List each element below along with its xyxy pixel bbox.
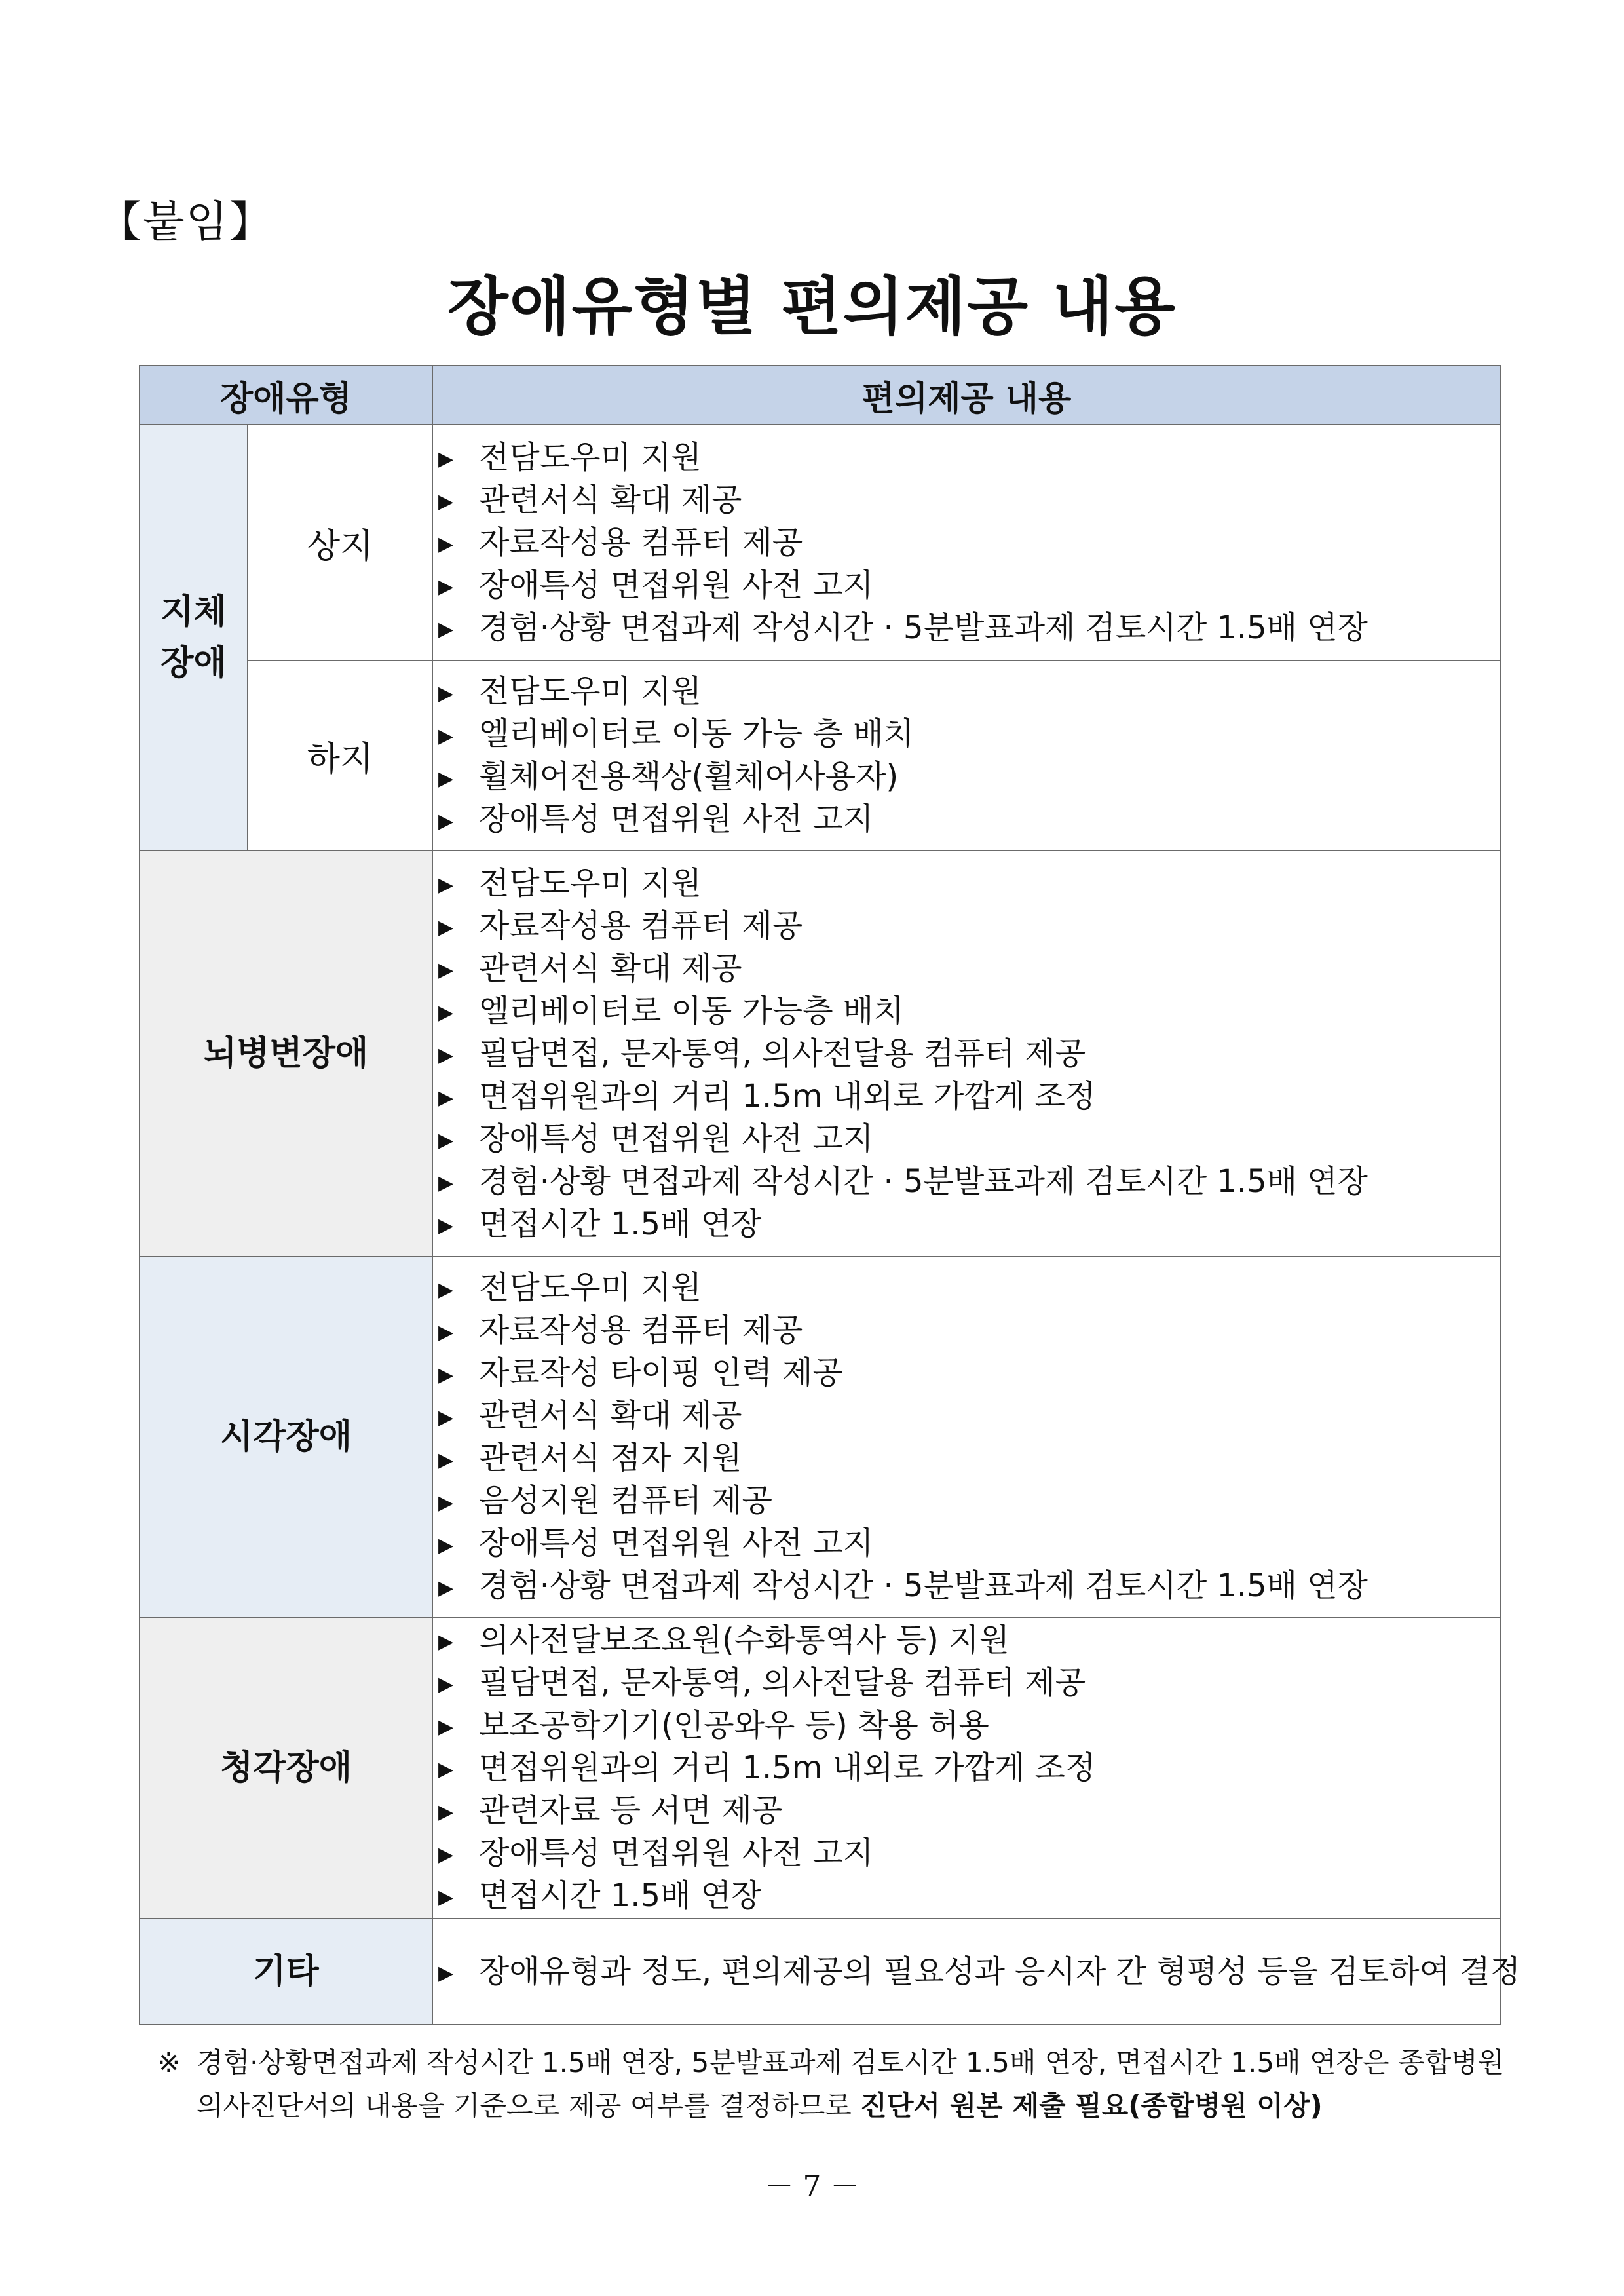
item-text: 장애특성 면접위원 사전 고지 xyxy=(479,1120,874,1157)
item-list xyxy=(433,862,1500,1246)
bullet-arrow-icon: ▶ xyxy=(438,1129,454,1152)
category-cell: 청각장애 xyxy=(140,1617,432,1919)
bullet-arrow-icon: ▶ xyxy=(438,1001,454,1024)
bullet-arrow-icon: ▶ xyxy=(438,1533,454,1557)
item-list xyxy=(433,1951,1520,1993)
list-item xyxy=(433,1352,1500,1394)
note-text-2: 의사진단서의 내용을 기준으로 제공 여부를 결정하므로 xyxy=(197,2090,861,2122)
item-list xyxy=(433,670,1500,841)
accommodation-table xyxy=(139,365,1520,2025)
table-row xyxy=(140,1617,1501,1919)
item-text: 장애특성 면접위원 사전 고지 xyxy=(479,801,874,837)
item-text: 장애유형과 정도, 편의제공의 필요성과 응시자 간 형평성 등을 검토하여 결정 xyxy=(479,1953,1520,1990)
note-text-1: 경험·상황면접과제 작성시간 1.5배 연장, 5분발표과제 검토시간 1.5배 연장, 면접시간 1.5배 연장은 종합병원 xyxy=(197,2046,1505,2078)
bullet-arrow-icon: ▶ xyxy=(438,1214,454,1237)
bullet-arrow-icon: ▶ xyxy=(438,959,454,982)
list-item xyxy=(433,1704,1500,1747)
item-text: 자료작성용 컴퓨터 제공 xyxy=(479,524,803,561)
bullet-arrow-icon: ▶ xyxy=(438,1758,454,1781)
bullet-arrow-icon: ▶ xyxy=(438,809,454,833)
item-text: 장애특성 면접위원 사전 고지 xyxy=(479,1834,874,1871)
item-list xyxy=(433,1619,1500,1917)
item-text: 음성지원 컴퓨터 제공 xyxy=(479,1482,772,1519)
bullet-arrow-icon: ▶ xyxy=(438,1801,454,1824)
list-item xyxy=(433,1203,1500,1246)
bullet-arrow-icon: ▶ xyxy=(438,1406,454,1429)
list-item xyxy=(433,436,1500,479)
list-item xyxy=(433,1565,1500,1607)
list-item xyxy=(433,522,1500,564)
item-text: 장애특성 면접위원 사전 고지 xyxy=(479,1525,874,1561)
list-item xyxy=(433,905,1500,947)
table-header-row xyxy=(140,366,1501,425)
bullet-arrow-icon: ▶ xyxy=(438,1448,454,1472)
items-cell xyxy=(432,851,1501,1257)
attachment-label: 【붙임】 xyxy=(98,197,274,247)
category-cell: 뇌병변장애 xyxy=(140,851,432,1257)
list-item xyxy=(433,947,1500,990)
bullet-arrow-icon: ▶ xyxy=(438,1044,454,1067)
bullet-arrow-icon: ▶ xyxy=(438,1673,454,1696)
bullet-arrow-icon: ▶ xyxy=(438,1172,454,1195)
items-cell xyxy=(432,660,1501,851)
item-text: 관련서식 확대 제공 xyxy=(479,1397,742,1434)
bullet-arrow-icon: ▶ xyxy=(438,1278,454,1301)
list-item xyxy=(433,798,1500,841)
bullet-arrow-icon: ▶ xyxy=(438,767,454,790)
item-text: 면접위원과의 거리 1.5m 내외로 가깝게 조정 xyxy=(479,1749,1096,1786)
list-item xyxy=(433,1437,1500,1480)
list-item xyxy=(433,1480,1500,1522)
item-text: 엘리베이터로 이동 가능 층 배치 xyxy=(479,716,914,752)
bullet-arrow-icon: ▶ xyxy=(438,533,454,556)
item-text: 관련자료 등 서면 제공 xyxy=(479,1791,783,1829)
list-item xyxy=(433,713,1500,756)
bullet-arrow-icon: ▶ xyxy=(438,1363,454,1387)
bullet-arrow-icon: ▶ xyxy=(438,916,454,939)
list-item xyxy=(433,1662,1500,1704)
list-item xyxy=(433,756,1500,798)
footnote-line-2 xyxy=(157,2084,1504,2128)
bullet-arrow-icon: ▶ xyxy=(438,873,454,896)
item-text: 관련서식 확대 제공 xyxy=(479,949,742,987)
bullet-arrow-icon: ▶ xyxy=(438,1630,454,1653)
table-row xyxy=(140,851,1501,1257)
item-text: 자료작성 타이핑 인력 제공 xyxy=(479,1354,843,1391)
list-item xyxy=(433,479,1500,522)
bullet-arrow-icon: ▶ xyxy=(438,724,454,748)
category-cell: 지체 장애 xyxy=(140,425,248,851)
item-text: 엘리베이터로 이동 가능층 배치 xyxy=(479,992,904,1029)
item-text: 자료작성용 컴퓨터 제공 xyxy=(479,907,803,944)
item-text: 필담면접, 문자통역, 의사전달용 컴퓨터 제공 xyxy=(479,1664,1086,1701)
items-cell xyxy=(432,1257,1501,1617)
note-emphasis: 진단서 원본 제출 필요(종합병원 이상) xyxy=(860,2090,1323,2122)
item-text: 경험·상황 면접과제 작성시간 · 5분발표과제 검토시간 1.5배 연장 xyxy=(479,609,1369,646)
item-text: 경험·상황 면접과제 작성시간 · 5분발표과제 검토시간 1.5배 연장 xyxy=(479,1162,1369,1200)
bullet-arrow-icon: ▶ xyxy=(438,1715,454,1738)
bullet-arrow-icon: ▶ xyxy=(438,575,454,598)
list-item xyxy=(433,670,1500,713)
list-item xyxy=(433,1394,1500,1437)
header-disability-type: 장애유형 xyxy=(140,366,432,425)
item-text: 전담도우미 지원 xyxy=(479,673,702,710)
document-title: 장애유형별 편의제공 내용 xyxy=(447,270,1177,343)
item-text: 관련서식 확대 제공 xyxy=(479,481,742,518)
item-text: 전담도우미 지원 xyxy=(479,1269,702,1306)
list-item xyxy=(433,1118,1500,1160)
items-cell xyxy=(432,1617,1501,1919)
note-mark: ※ xyxy=(157,2046,181,2078)
list-item xyxy=(433,1951,1520,1993)
footnote xyxy=(157,2041,1504,2128)
item-text: 관련서식 점자 지원 xyxy=(479,1440,742,1476)
subcategory-cell: 하지 xyxy=(248,660,432,851)
item-text: 면접시간 1.5배 연장 xyxy=(479,1877,762,1914)
item-text: 필담면접, 문자통역, 의사전달용 컴퓨터 제공 xyxy=(479,1035,1086,1072)
bullet-arrow-icon: ▶ xyxy=(438,681,454,705)
list-item xyxy=(433,1160,1500,1203)
item-list xyxy=(433,1267,1500,1607)
bullet-arrow-icon: ▶ xyxy=(438,1086,454,1109)
footnote-line-1 xyxy=(157,2041,1504,2084)
item-text: 휠체어전용책상(휠체어사용자) xyxy=(479,758,899,795)
list-item xyxy=(433,1075,1500,1118)
bullet-arrow-icon: ▶ xyxy=(438,448,454,470)
list-item xyxy=(433,990,1500,1033)
bullet-arrow-icon: ▶ xyxy=(438,1576,454,1599)
item-text: 면접위원과의 거리 1.5m 내외로 가깝게 조정 xyxy=(479,1077,1096,1115)
bullet-arrow-icon: ▶ xyxy=(438,1491,454,1514)
item-text: 보조공학기기(인공와우 등) 착용 허용 xyxy=(479,1706,989,1744)
item-text: 장애특성 면접위원 사전 고지 xyxy=(479,566,874,603)
list-item xyxy=(433,607,1500,649)
table-row xyxy=(140,1919,1501,2025)
list-item xyxy=(433,1522,1500,1565)
bullet-arrow-icon: ▶ xyxy=(438,1843,454,1866)
item-text: 전담도우미 지원 xyxy=(479,864,702,902)
item-text: 면접시간 1.5배 연장 xyxy=(479,1205,762,1242)
list-item xyxy=(433,1309,1500,1352)
list-item xyxy=(433,1267,1500,1309)
category-cell: 시각장애 xyxy=(140,1257,432,1617)
list-item xyxy=(433,1789,1500,1832)
list-item xyxy=(433,1875,1500,1917)
category-cell: 기타 xyxy=(140,1919,432,2025)
item-list xyxy=(433,436,1500,649)
bullet-arrow-icon: ▶ xyxy=(438,1886,454,1909)
list-item xyxy=(433,564,1500,607)
list-item xyxy=(433,1033,1500,1075)
list-item xyxy=(433,1619,1500,1662)
item-text: 전담도우미 지원 xyxy=(479,438,702,476)
bullet-arrow-icon: ▶ xyxy=(438,1320,454,1344)
list-item xyxy=(433,862,1500,905)
list-item xyxy=(433,1832,1500,1875)
bullet-arrow-icon: ▶ xyxy=(438,1962,454,1985)
list-item xyxy=(433,1747,1500,1789)
subcategory-cell: 상지 xyxy=(248,425,432,660)
header-accommodation: 편의제공 내용 xyxy=(432,366,1501,425)
bullet-arrow-icon: ▶ xyxy=(438,618,454,641)
page-number: － 7 － xyxy=(765,2170,859,2203)
table-row xyxy=(140,1257,1501,1617)
items-cell xyxy=(432,425,1501,660)
bullet-arrow-icon: ▶ xyxy=(438,490,454,513)
table-row xyxy=(140,660,1501,851)
item-text: 자료작성용 컴퓨터 제공 xyxy=(479,1312,803,1349)
item-text: 의사전달보조요원(수화통역사 등) 지원 xyxy=(479,1621,1010,1658)
items-cell xyxy=(432,1919,1520,2025)
item-text: 경험·상황 면접과제 작성시간 · 5분발표과제 검토시간 1.5배 연장 xyxy=(479,1567,1369,1604)
table-row xyxy=(140,425,1501,660)
